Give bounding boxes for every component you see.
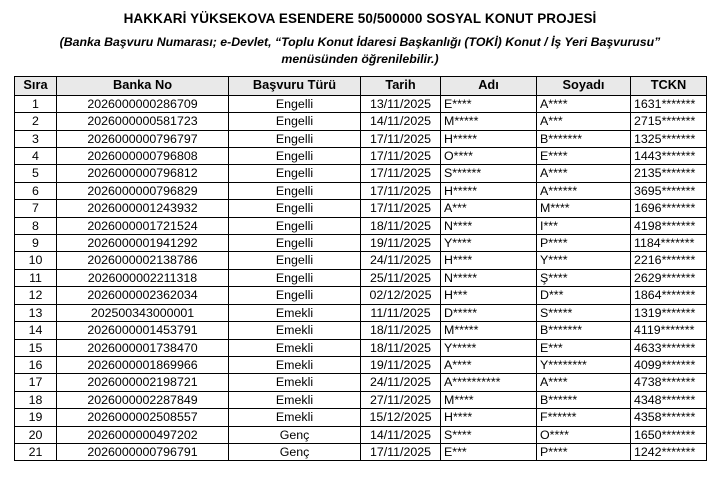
cell-tckn: 4198******* [631,217,707,234]
cell-tarih: 02/12/2025 [361,287,441,304]
cell-soyadi: B******* [537,130,631,147]
cell-banka-no: 2026000001738470 [57,339,229,356]
cell-tarih: 17/11/2025 [361,200,441,217]
cell-basvuru-turu: Engelli [229,235,361,252]
cell-banka-no: 2026000000581723 [57,113,229,130]
table-body [15,95,707,461]
cell-soyadi: A**** [537,95,631,112]
cell-sira: 9 [15,235,57,252]
cell-tckn: 1631******* [631,95,707,112]
cell-tckn: 1650******* [631,426,707,443]
cell-tarih: 14/11/2025 [361,113,441,130]
table-row [15,426,707,443]
page-subtitle-line-1: (Banka Başvuru Numarası; e-Devlet, “Toplu Konut İdaresi Başkanlığı (TOKİ) Konut / İş Yeri Başvurusu” [59,34,661,49]
cell-adi: N**** [441,217,537,234]
cell-soyadi: I*** [537,217,631,234]
cell-tckn: 4119******* [631,322,707,339]
cell-tckn: 4633******* [631,339,707,356]
table-row [15,356,707,373]
table-row [15,235,707,252]
cell-banka-no: 2026000001243932 [57,200,229,217]
cell-adi: A**** [441,356,537,373]
cell-tckn: 3695******* [631,182,707,199]
table-row [15,269,707,286]
cell-soyadi: B******* [537,322,631,339]
cell-tarih: 19/11/2025 [361,356,441,373]
cell-basvuru-turu: Engelli [229,217,361,234]
table-header-row [15,76,707,95]
cell-tarih: 17/11/2025 [361,130,441,147]
cell-adi: N***** [441,269,537,286]
table-header [15,76,707,95]
table-row [15,217,707,234]
cell-soyadi: A****** [537,182,631,199]
cell-tckn: 4738******* [631,374,707,391]
cell-tarih: 18/11/2025 [361,339,441,356]
cell-banka-no: 202500343000001 [57,304,229,321]
cell-soyadi: Ş**** [537,269,631,286]
cell-banka-no: 2026000001721524 [57,217,229,234]
cell-tckn: 1696******* [631,200,707,217]
cell-banka-no: 2026000000796808 [57,148,229,165]
applicants-table [14,76,707,462]
cell-adi: Y**** [441,235,537,252]
cell-soyadi: E*** [537,339,631,356]
page-title: HAKKARİ YÜKSEKOVA ESENDERE 50/500000 SOSYAL KONUT PROJESİ [123,11,597,26]
document-header [0,0,720,68]
cell-banka-no: 2026000001869966 [57,356,229,373]
cell-sira: 16 [15,356,57,373]
cell-tarih: 11/11/2025 [361,304,441,321]
cell-banka-no: 2026000002508557 [57,409,229,426]
cell-soyadi: M**** [537,200,631,217]
page-subtitle-line-2: menüsünden öğrenilebilir.) [281,51,439,66]
cell-sira: 15 [15,339,57,356]
cell-sira: 5 [15,165,57,182]
cell-tckn: 1864******* [631,287,707,304]
cell-adi: M***** [441,322,537,339]
cell-basvuru-turu: Engelli [229,148,361,165]
cell-tarih: 18/11/2025 [361,217,441,234]
cell-basvuru-turu: Engelli [229,95,361,112]
table-row [15,130,707,147]
cell-adi: H**** [441,409,537,426]
cell-soyadi: P**** [537,235,631,252]
cell-soyadi: B****** [537,391,631,408]
table-row [15,252,707,269]
cell-tarih: 14/11/2025 [361,426,441,443]
cell-banka-no: 2026000002138786 [57,252,229,269]
cell-soyadi: S***** [537,304,631,321]
cell-tarih: 17/11/2025 [361,443,441,460]
cell-banka-no: 2026000000796812 [57,165,229,182]
cell-tckn: 4358******* [631,409,707,426]
cell-basvuru-turu: Emekli [229,322,361,339]
cell-basvuru-turu: Emekli [229,391,361,408]
cell-adi: S**** [441,426,537,443]
cell-banka-no: 2026000000796791 [57,443,229,460]
cell-adi: M**** [441,391,537,408]
cell-basvuru-turu: Emekli [229,304,361,321]
column-header-tckn: TCKN [631,76,707,95]
cell-sira: 11 [15,269,57,286]
column-header-soyadi: Soyadı [537,76,631,95]
cell-basvuru-turu: Engelli [229,287,361,304]
cell-adi: O**** [441,148,537,165]
cell-banka-no: 2026000002211318 [57,269,229,286]
cell-tckn: 1184******* [631,235,707,252]
table-row [15,322,707,339]
table-row [15,374,707,391]
cell-tarih: 17/11/2025 [361,182,441,199]
cell-adi: A*** [441,200,537,217]
cell-soyadi: A**** [537,165,631,182]
cell-soyadi: E**** [537,148,631,165]
cell-sira: 7 [15,200,57,217]
cell-tarih: 25/11/2025 [361,269,441,286]
cell-basvuru-turu: Engelli [229,113,361,130]
cell-basvuru-turu: Engelli [229,269,361,286]
cell-basvuru-turu: Emekli [229,339,361,356]
cell-sira: 21 [15,443,57,460]
table-row [15,200,707,217]
cell-basvuru-turu: Engelli [229,165,361,182]
cell-adi: Y***** [441,339,537,356]
cell-adi: M***** [441,113,537,130]
cell-banka-no: 2026000001453791 [57,322,229,339]
cell-sira: 3 [15,130,57,147]
cell-banka-no: 2026000002198721 [57,374,229,391]
page-subtitle [0,34,720,68]
cell-banka-no: 2026000000497202 [57,426,229,443]
cell-basvuru-turu: Emekli [229,409,361,426]
column-header-banka-no: Banka No [57,76,229,95]
cell-tckn: 1325******* [631,130,707,147]
cell-sira: 18 [15,391,57,408]
cell-tarih: 17/11/2025 [361,165,441,182]
cell-adi: E**** [441,95,537,112]
cell-sira: 10 [15,252,57,269]
column-header-basvuru-turu: Başvuru Türü [229,76,361,95]
cell-basvuru-turu: Engelli [229,200,361,217]
cell-soyadi: O**** [537,426,631,443]
table-row [15,287,707,304]
cell-tckn: 2216******* [631,252,707,269]
cell-soyadi: Y******** [537,356,631,373]
cell-tarih: 13/11/2025 [361,95,441,112]
cell-sira: 14 [15,322,57,339]
cell-tckn: 4099******* [631,356,707,373]
column-header-adi: Adı [441,76,537,95]
cell-basvuru-turu: Emekli [229,374,361,391]
cell-adi: H***** [441,130,537,147]
cell-tckn: 1443******* [631,148,707,165]
column-header-tarih: Tarih [361,76,441,95]
cell-tarih: 19/11/2025 [361,235,441,252]
cell-banka-no: 2026000001941292 [57,235,229,252]
table-row [15,443,707,460]
cell-banka-no: 2026000002287849 [57,391,229,408]
cell-sira: 19 [15,409,57,426]
cell-tckn: 2629******* [631,269,707,286]
cell-banka-no: 2026000002362034 [57,287,229,304]
table-row [15,409,707,426]
cell-tckn: 2715******* [631,113,707,130]
cell-sira: 20 [15,426,57,443]
cell-soyadi: F****** [537,409,631,426]
cell-sira: 2 [15,113,57,130]
cell-sira: 1 [15,95,57,112]
cell-banka-no: 2026000000286709 [57,95,229,112]
cell-tarih: 18/11/2025 [361,322,441,339]
applicants-table-container [14,76,706,462]
cell-adi: H*** [441,287,537,304]
cell-soyadi: P**** [537,443,631,460]
cell-adi: H**** [441,252,537,269]
cell-tckn: 1319******* [631,304,707,321]
cell-tarih: 15/12/2025 [361,409,441,426]
cell-sira: 13 [15,304,57,321]
cell-adi: H***** [441,182,537,199]
cell-basvuru-turu: Genç [229,426,361,443]
cell-tarih: 17/11/2025 [361,148,441,165]
cell-basvuru-turu: Engelli [229,130,361,147]
column-header-sira: Sıra [15,76,57,95]
cell-soyadi: A**** [537,374,631,391]
table-row [15,95,707,112]
cell-sira: 17 [15,374,57,391]
cell-adi: E*** [441,443,537,460]
table-row [15,339,707,356]
table-row [15,391,707,408]
table-row [15,148,707,165]
table-row [15,182,707,199]
cell-basvuru-turu: Engelli [229,252,361,269]
table-row [15,113,707,130]
cell-tarih: 24/11/2025 [361,374,441,391]
cell-tarih: 27/11/2025 [361,391,441,408]
cell-soyadi: A*** [537,113,631,130]
cell-banka-no: 2026000000796829 [57,182,229,199]
cell-basvuru-turu: Genç [229,443,361,460]
cell-tckn: 4348******* [631,391,707,408]
cell-tckn: 1242******* [631,443,707,460]
cell-sira: 8 [15,217,57,234]
cell-adi: D***** [441,304,537,321]
cell-sira: 6 [15,182,57,199]
cell-sira: 4 [15,148,57,165]
cell-banka-no: 2026000000796797 [57,130,229,147]
cell-soyadi: Y**** [537,252,631,269]
cell-sira: 12 [15,287,57,304]
cell-basvuru-turu: Engelli [229,182,361,199]
cell-adi: A********** [441,374,537,391]
cell-basvuru-turu: Emekli [229,356,361,373]
cell-adi: S****** [441,165,537,182]
table-row [15,165,707,182]
cell-tckn: 2135******* [631,165,707,182]
cell-tarih: 24/11/2025 [361,252,441,269]
cell-soyadi: D*** [537,287,631,304]
table-row [15,304,707,321]
